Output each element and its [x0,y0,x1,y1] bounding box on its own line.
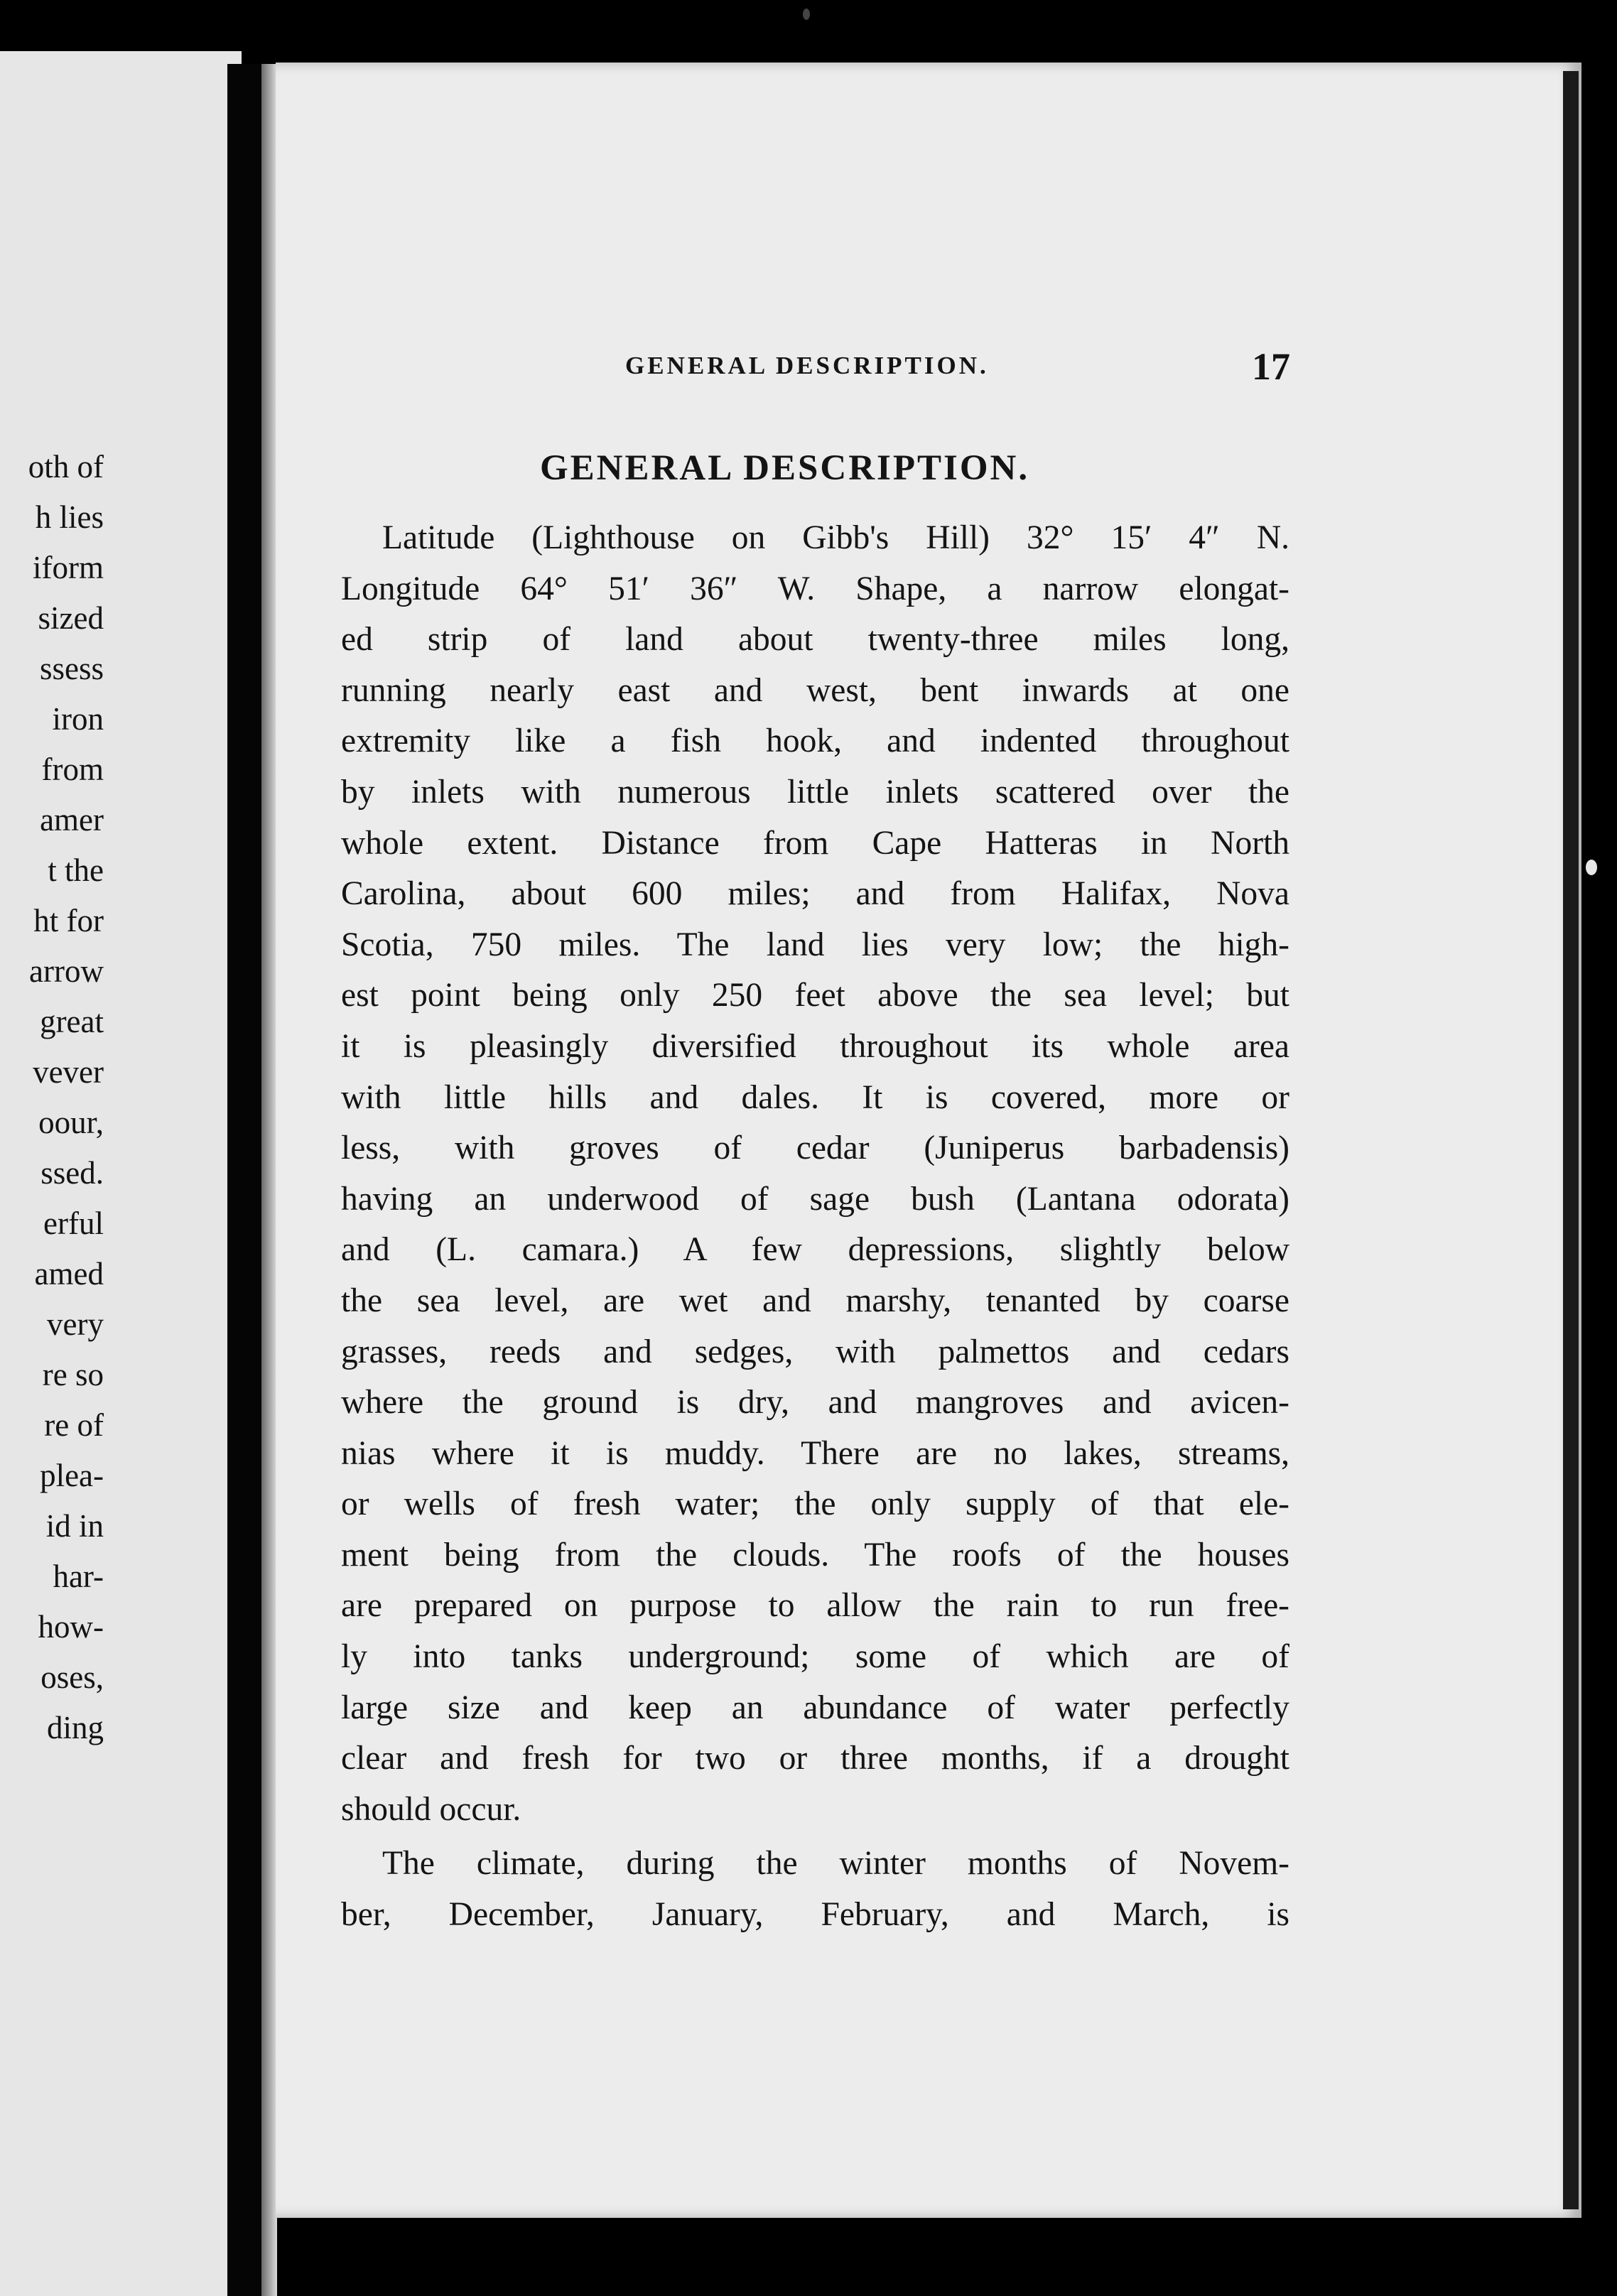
text-line: The climate, during the winter months of Novem- [382,1845,1289,1882]
page-number: 17 [1252,345,1290,388]
text-line: extremity like a fish hook, and indented throughout [341,722,1289,760]
text-line: by inlets with numerous little inlets scattered over the [341,773,1289,811]
text-line: are prepared on purpose to allow the rain to run free- [341,1587,1289,1625]
right-page-edge [1563,71,1579,2209]
text-line: where the ground is dry, and mangroves and avicen- [341,1384,1289,1422]
text-line: running nearly east and west, bent inwards at one [341,671,1289,709]
left-fragment: amer [40,802,104,838]
running-head: GENERAL DESCRIPTION. [625,352,989,379]
text-line: with little hills and dales. It is covered, more or [341,1078,1289,1116]
text-line: whole extent. Distance from Cape Hatteras in North [341,824,1289,862]
left-fragment: amed [34,1256,104,1292]
scan-speck [803,9,810,20]
left-fragment: t the [48,852,104,888]
text-line: ber, December, January, February, and March, is [341,1895,1289,1933]
left-fragment: re so [42,1357,104,1392]
text-line: should occur. [341,1790,521,1828]
text-line: it is pleasingly diversified throughout its whole area [341,1027,1289,1065]
text-line: large size and keep an abundance of water perfectly [341,1689,1289,1726]
text-line: Carolina, about 600 miles; and from Halifax, Nova [341,875,1289,913]
left-fragment: very [47,1306,104,1342]
left-fragment: oth of [28,449,104,484]
text-line: or wells of fresh water; the only supply of that ele- [341,1485,1289,1523]
gutter-shadow-line [227,64,261,2296]
left-fragment: ding [46,1710,104,1745]
text-line: ment being from the clouds. The roofs of the houses [341,1536,1289,1574]
text-line: and (L. camara.) A few depressions, slightly below [341,1231,1289,1269]
left-fragment: ssess [39,651,104,686]
left-fragment: oses, [40,1659,104,1695]
left-page-text-fragments [0,442,104,1753]
text-line: Longitude 64° 51′ 36″ W. Shape, a narrow elongat- [341,570,1289,607]
text-line: ly into tanks underground; some of which are of [341,1638,1289,1676]
left-fragment: arrow [29,953,104,989]
text-line: Latitude (Lighthouse on Gibb's Hill) 32° 15′ 4″ N. [382,519,1289,556]
text-line: nias where it is muddy. There are no lakes, streams, [341,1434,1289,1472]
text-line: the sea level, are wet and marshy, tenanted by coarse [341,1282,1289,1319]
text-line: est point being only 250 feet above the sea level; but [341,977,1289,1014]
left-fragment: har- [53,1559,104,1594]
paragraph-2 [341,1839,1289,1940]
gutter-gradient [261,64,277,2296]
left-fragment: iron [52,701,104,737]
text-line: having an underwood of sage bush (Lantana odorata) [341,1180,1289,1218]
paragraph-1 [341,513,1289,1835]
left-fragment: oour, [38,1105,104,1140]
left-fragment: how- [38,1609,104,1645]
scan-speck [1586,860,1597,875]
left-fragment: id in [45,1508,104,1544]
left-fragment: vever [33,1054,104,1090]
text-line: clear and fresh for two or three months, if a drought [341,1740,1289,1777]
left-fragment: erful [43,1206,104,1241]
left-fragment: from [41,752,104,787]
text-line: ed strip of land about twenty-three miles long, [341,621,1289,659]
text-line: Scotia, 750 miles. The land lies very low; the high- [341,926,1289,963]
left-fragment: iform [33,550,104,585]
article-title: GENERAL DESCRIPTION. [540,448,1030,488]
left-fragment: ssed. [40,1155,104,1191]
left-fragment: re of [44,1407,104,1443]
left-fragment: plea- [40,1458,104,1493]
left-fragment: great [40,1004,104,1039]
left-fragment: h lies [35,499,104,535]
text-line: less, with groves of cedar (Juniperus barbadensis) [341,1130,1289,1167]
left-fragment: ht for [33,903,104,938]
left-fragment: sized [38,600,104,636]
left-page [0,51,242,2296]
text-line: grasses, reeds and sedges, with palmettos and cedars [341,1333,1289,1370]
